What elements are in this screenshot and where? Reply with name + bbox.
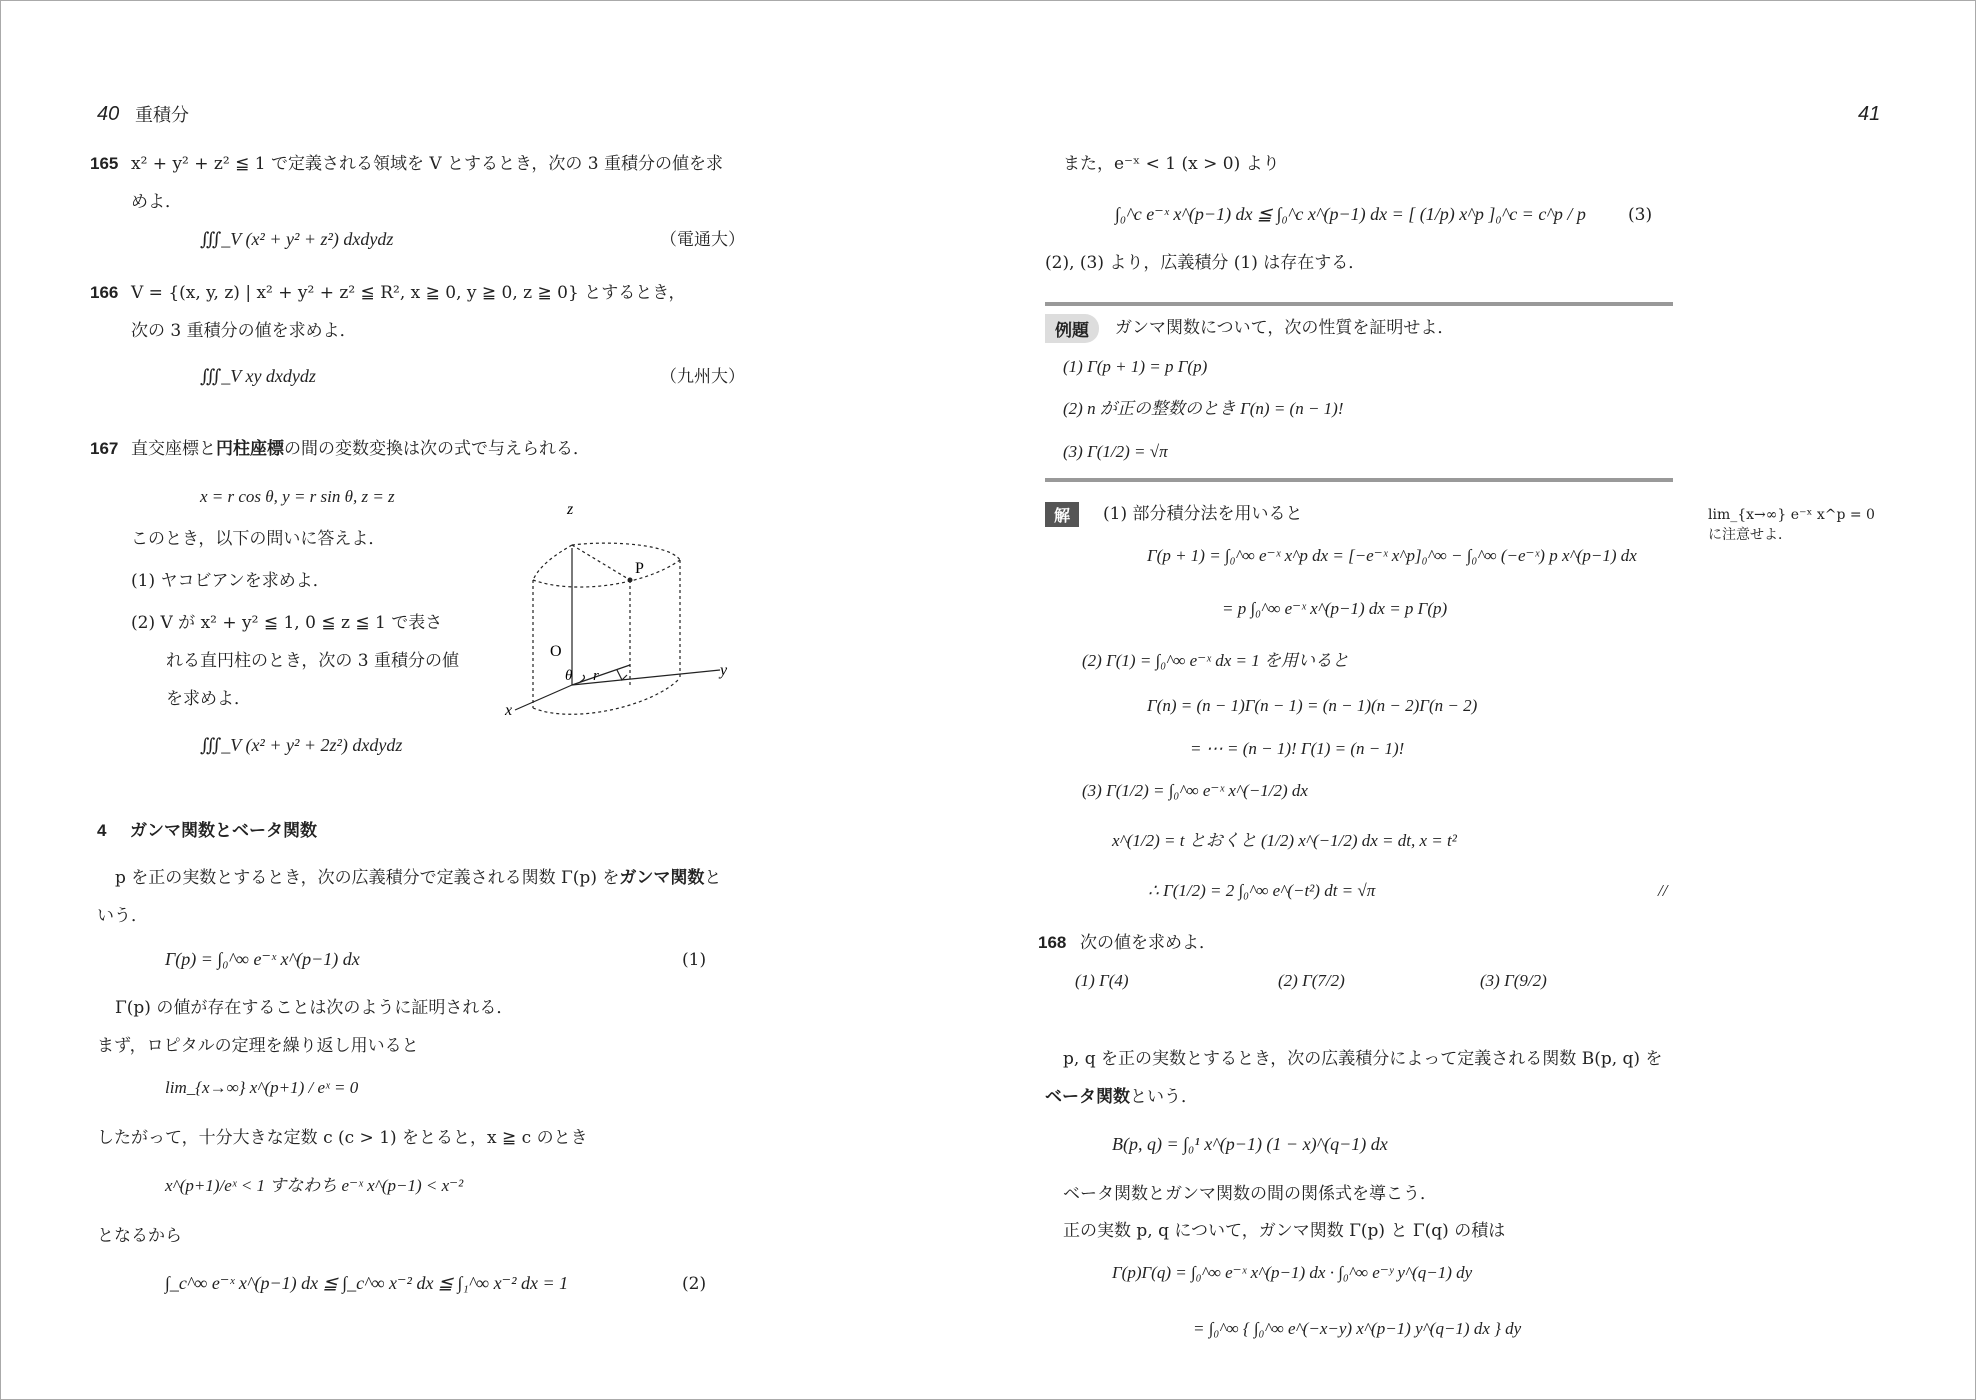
problem-166-formula: ∭_V xy dxdydz <box>200 366 316 386</box>
gamma-product-eq2: = ∫₀^∞ { ∫₀^∞ e^(−x−y) x^(p−1) y^(q−1) dx } dy <box>1193 1319 1522 1338</box>
solution-3-result: ∴ Γ(1/2) = 2 ∫₀^∞ e^(−t²) dt = √π <box>1148 881 1376 900</box>
solution-1-eq2: = p ∫₀^∞ e⁻ˣ x^(p−1) dx = p Γ(p) <box>1222 599 1448 618</box>
problem-166-line2: 次の 3 重積分の値を求めよ． <box>131 321 357 341</box>
gamma-definition-line1: p を正の実数とするとき，次の広義積分で定義される関数 Γ(p) をガンマ関数と <box>115 868 722 888</box>
right-page-number: 41 <box>1858 103 1881 125</box>
equation-3: ∫₀^c e⁻ˣ x^(p−1) dx ≦ ∫₀^c x^(p−1) dx = [ (1/p) x^p ]₀^c = c^p / p <box>1115 204 1586 224</box>
exists-statement: (2), (3) より，広義積分 (1) は存在する． <box>1045 253 1366 273</box>
qed-mark: // <box>1658 881 1668 900</box>
solution-step-2: (2) Γ(1) = ∫₀^∞ e⁻ˣ dx = 1 を用いると <box>1082 651 1349 670</box>
solution-3-substitution: x^(1/2) = t とおくと (1/2) x^(−1/2) dx = dt, x = t² <box>1112 831 1457 850</box>
figure-label-origin: O <box>550 643 562 660</box>
problem-166-source: （九州大） <box>660 367 745 387</box>
figure-label-p: P <box>635 560 644 577</box>
solution-1-eq1: Γ(p + 1) = ∫₀^∞ e⁻ˣ x^p dx = [−e⁻ˣ x^p]₀^∞ − ∫₀^∞ (−e⁻ˣ) p x^(p−1) dx <box>1147 546 1637 565</box>
cylindrical-transform: x = r cos θ, y = r sin θ, z = z <box>200 487 395 506</box>
problem-167-then: このとき，以下の問いに答えよ． <box>131 529 386 549</box>
gamma-product-eq1: Γ(p)Γ(q) = ∫₀^∞ e⁻ˣ x^(p−1) dx · ∫₀^∞ e⁻ʸ y^(q−1) dy <box>1112 1263 1473 1282</box>
problem-165-formula: ∭_V (x² + y² + z²) dxdydz <box>200 229 394 249</box>
tonaru: となるから <box>97 1226 182 1246</box>
gamma-definition-line2: いう． <box>97 906 148 926</box>
figure-label-r: r <box>593 668 599 684</box>
equation-2-tag: (2) <box>682 1274 707 1294</box>
inequality: x^(p+1)/eˣ < 1 すなわち e⁻ˣ x^(p−1) < x⁻² <box>165 1176 464 1195</box>
side-note: lim_{x→∞} e⁻ˣ x^p = 0 に注意せよ． <box>1708 507 1875 543</box>
cylinder-figure <box>495 500 735 720</box>
problem-165-source: （電通大） <box>660 230 745 250</box>
limit-equation: lim_{x→∞} x^(p+1) / eˣ = 0 <box>165 1078 359 1097</box>
solution-step-3: (3) Γ(1/2) = ∫₀^∞ e⁻ˣ x^(−1/2) dx <box>1082 781 1308 800</box>
problem-167-formula: ∭_V (x² + y² + 2z²) dxdydz <box>200 735 403 755</box>
beta-definition-line2: ベータ関数という． <box>1045 1087 1198 1107</box>
problem-167-q1: (1) ヤコビアンを求めよ． <box>131 571 330 591</box>
problem-167-number: 167 <box>90 439 119 458</box>
figure-label-y: y <box>720 662 728 679</box>
problem-168-number: 168 <box>1038 933 1067 952</box>
problem-168-b: (2) Γ(7/2) <box>1278 971 1345 990</box>
example-title: ガンマ関数について，次の性質を証明せよ． <box>1115 318 1455 338</box>
problem-167-q2-line2: れる直円柱のとき，次の 3 重積分の値 <box>166 651 459 671</box>
example-top-rule <box>1045 302 1673 306</box>
section-title: ガンマ関数とベータ関数 <box>130 821 317 840</box>
problem-168-c: (3) Γ(9/2) <box>1480 971 1547 990</box>
equation-2: ∫_c^∞ e⁻ˣ x^(p−1) dx ≦ ∫_c^∞ x⁻² dx ≦ ∫₁^∞ x⁻² dx = 1 <box>165 1273 569 1293</box>
example-badge: 例題 <box>1045 314 1099 343</box>
problem-165-number: 165 <box>90 154 119 173</box>
existence-statement: Γ(p) の値が存在することは次のように証明される． <box>115 998 514 1018</box>
problem-165-line1: x² + y² + z² ≦ 1 で定義される領域を V とするとき，次の 3 重積分の値を求 <box>131 154 723 174</box>
problem-168-text: 次の値を求めよ． <box>1080 933 1216 953</box>
example-item-3: (3) Γ(1/2) = √π <box>1063 442 1168 461</box>
figure-label-theta: θ <box>565 668 573 684</box>
running-title: 重積分 <box>135 105 189 126</box>
solution-badge: 解 <box>1045 502 1079 527</box>
example-item-1: (1) Γ(p + 1) = p Γ(p) <box>1063 357 1208 376</box>
beta-equation: B(p, q) = ∫₀¹ x^(p−1) (1 − x)^(q−1) dx <box>1112 1134 1388 1154</box>
beta-relation: ベータ関数とガンマ関数の間の関係式を導こう． <box>1063 1184 1437 1204</box>
therefore-statement: したがって，十分大きな定数 c (c > 1) をとると，x ≧ c のとき <box>97 1128 588 1148</box>
problem-167-q2-line1: (2) V が x² + y² ≦ 1, 0 ≦ z ≦ 1 で表さ <box>131 613 443 633</box>
problem-166-number: 166 <box>90 283 119 302</box>
example-item-2: (2) n が正の整数のとき Γ(n) = (n − 1)! <box>1063 399 1344 418</box>
equation-1-tag: (1) <box>682 950 707 970</box>
problem-166-line1: V = {(x, y, z) | x² + y² + z² ≦ R², x ≧ 0, y ≧ 0, z ≧ 0} とするとき， <box>131 283 686 303</box>
beta-definition-line1: p, q を正の実数とするとき，次の広義積分によって定義される関数 B(p, q) を <box>1063 1049 1663 1069</box>
left-page-number: 40 <box>97 103 120 125</box>
x-axis <box>515 685 572 710</box>
equation-3-tag: (3) <box>1628 205 1653 225</box>
figure-label-z: z <box>567 501 574 518</box>
figure-label-x: x <box>505 702 513 719</box>
problem-167-q2-line3: を求めよ． <box>166 689 251 709</box>
solution-2-eq2: = ⋯ = (n − 1)! Γ(1) = (n − 1)! <box>1190 739 1405 758</box>
problem-168-a: (1) Γ(4) <box>1075 971 1129 990</box>
mata-statement: また，e⁻ˣ < 1 (x > 0) より <box>1063 154 1280 174</box>
example-bottom-rule <box>1045 478 1673 482</box>
section-number: 4 <box>97 821 107 840</box>
solution-2-eq1: Γ(n) = (n − 1)Γ(n − 1) = (n − 1)(n − 2)Γ(n − 2) <box>1147 696 1478 715</box>
point-p <box>628 578 633 583</box>
equation-1: Γ(p) = ∫₀^∞ e⁻ˣ x^(p−1) dx <box>165 949 360 969</box>
solution-step-1: (1) 部分積分法を用いると <box>1103 504 1303 524</box>
problem-165-line2: めよ． <box>131 192 182 212</box>
problem-167-intro: 直交座標と円柱座標の間の変数変換は次の式で与えられる． <box>131 439 590 459</box>
gamma-product-intro: 正の実数 p, q について，ガンマ関数 Γ(p) と Γ(q) の積は <box>1063 1221 1506 1241</box>
lhopital-statement: まず，ロピタルの定理を繰り返し用いると <box>97 1036 419 1056</box>
